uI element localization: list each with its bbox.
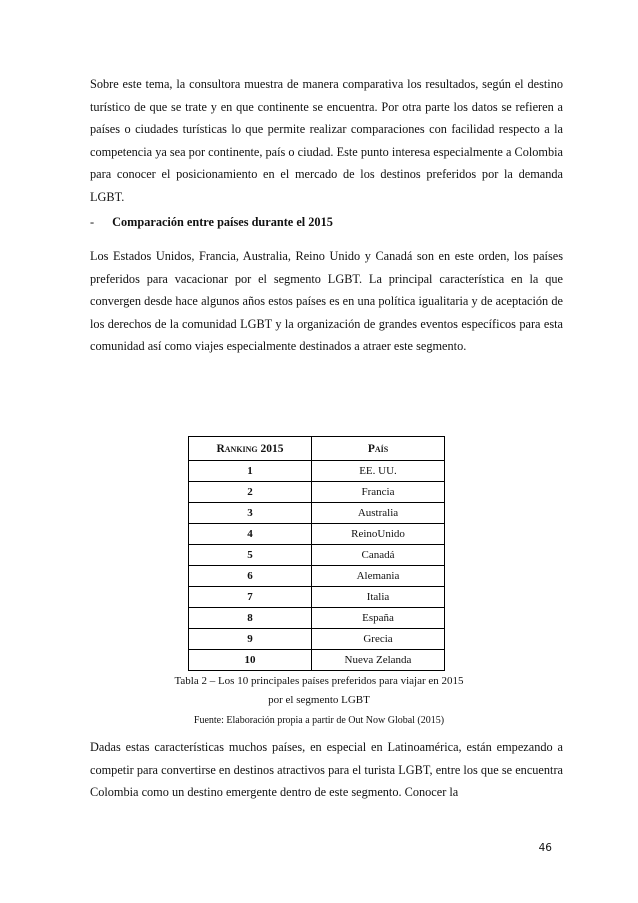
- page-number: 46: [538, 842, 552, 854]
- table-caption-continued: por el segmento LGBT: [268, 694, 370, 706]
- country-cell: Alemania: [312, 566, 445, 587]
- country-cell: Nueva Zelanda: [312, 650, 445, 671]
- rank-cell: 9: [189, 629, 312, 650]
- country-cell: Francia: [312, 482, 445, 503]
- table-row: [189, 566, 445, 587]
- table-row: [189, 608, 445, 629]
- table-body: [189, 461, 445, 671]
- table-row: [189, 461, 445, 482]
- heading-title: Comparación entre países durante el 2015: [112, 215, 333, 229]
- section-heading: [90, 211, 563, 234]
- rank-cell: 4: [189, 524, 312, 545]
- ranking-table: [188, 436, 445, 671]
- table-row: [189, 524, 445, 545]
- table-row: [189, 587, 445, 608]
- table-source: Fuente: Elaboración propia a partir de Out Now Global (2015): [193, 715, 445, 726]
- body-paragraph-countries: Los Estados Unidos, Francia, Australia, Reino Unido y Canadá son en este orden, los países preferidos para vacacionar por el segmento LGBT. La principal característica en la que convergen desde hace algunos años estos países es en una política igualitaria y de aceptación de los derechos de la comunidad LGBT y la organización de grandes eventos específicos para esta comunidad así como viajes especialmente destinados a atraer este segmento.: [90, 249, 563, 354]
- rank-cell: 2: [189, 482, 312, 503]
- heading-bullet: -: [90, 215, 95, 229]
- table-header-row: [189, 437, 445, 461]
- rank-cell: 3: [189, 503, 312, 524]
- body-paragraph-latam: Dadas estas características muchos países, en especial en Latinoamérica, están empezando a competir para convertirse en destinos atractivos para el turista LGBT, entre los que se encuentra Colombia como un destino emergente dentro de este segmento. Conocer la: [90, 740, 563, 800]
- table-caption: Tabla 2 – Los 10 principales países preferidos para viajar en 2015: [174, 675, 464, 687]
- country-cell: Canadá: [312, 545, 445, 566]
- country-cell: ReinoUnido: [312, 524, 445, 545]
- rank-cell: 5: [189, 545, 312, 566]
- body-paragraph-intro: Sobre este tema, la consultora muestra de manera comparativa los resultados, según el destino turístico de que se trate y en que continente se encuentra. Por otra parte los datos se refieren a países o ciudades turísticas lo que permite realizar comparaciones con facilidad respecto a la competencia ya sea por continente, país o ciudad. Este punto interesa especialmente a Colombia para conocer el posicionamiento en el mercado de los destinos preferidos por la demanda LGBT.: [90, 77, 563, 204]
- country-cell: España: [312, 608, 445, 629]
- rank-cell: 1: [189, 461, 312, 482]
- table-row: [189, 629, 445, 650]
- rank-cell: 7: [189, 587, 312, 608]
- table-row: [189, 482, 445, 503]
- rank-cell: 8: [189, 608, 312, 629]
- table-row: [189, 503, 445, 524]
- table-row: [189, 650, 445, 671]
- country-cell: Italia: [312, 587, 445, 608]
- rank-cell: 6: [189, 566, 312, 587]
- header-ranking: Ranking 2015: [189, 437, 312, 461]
- country-cell: EE. UU.: [312, 461, 445, 482]
- table-row: [189, 545, 445, 566]
- rank-cell: 10: [189, 650, 312, 671]
- header-country: País: [312, 437, 445, 461]
- country-cell: Australia: [312, 503, 445, 524]
- country-cell: Grecia: [312, 629, 445, 650]
